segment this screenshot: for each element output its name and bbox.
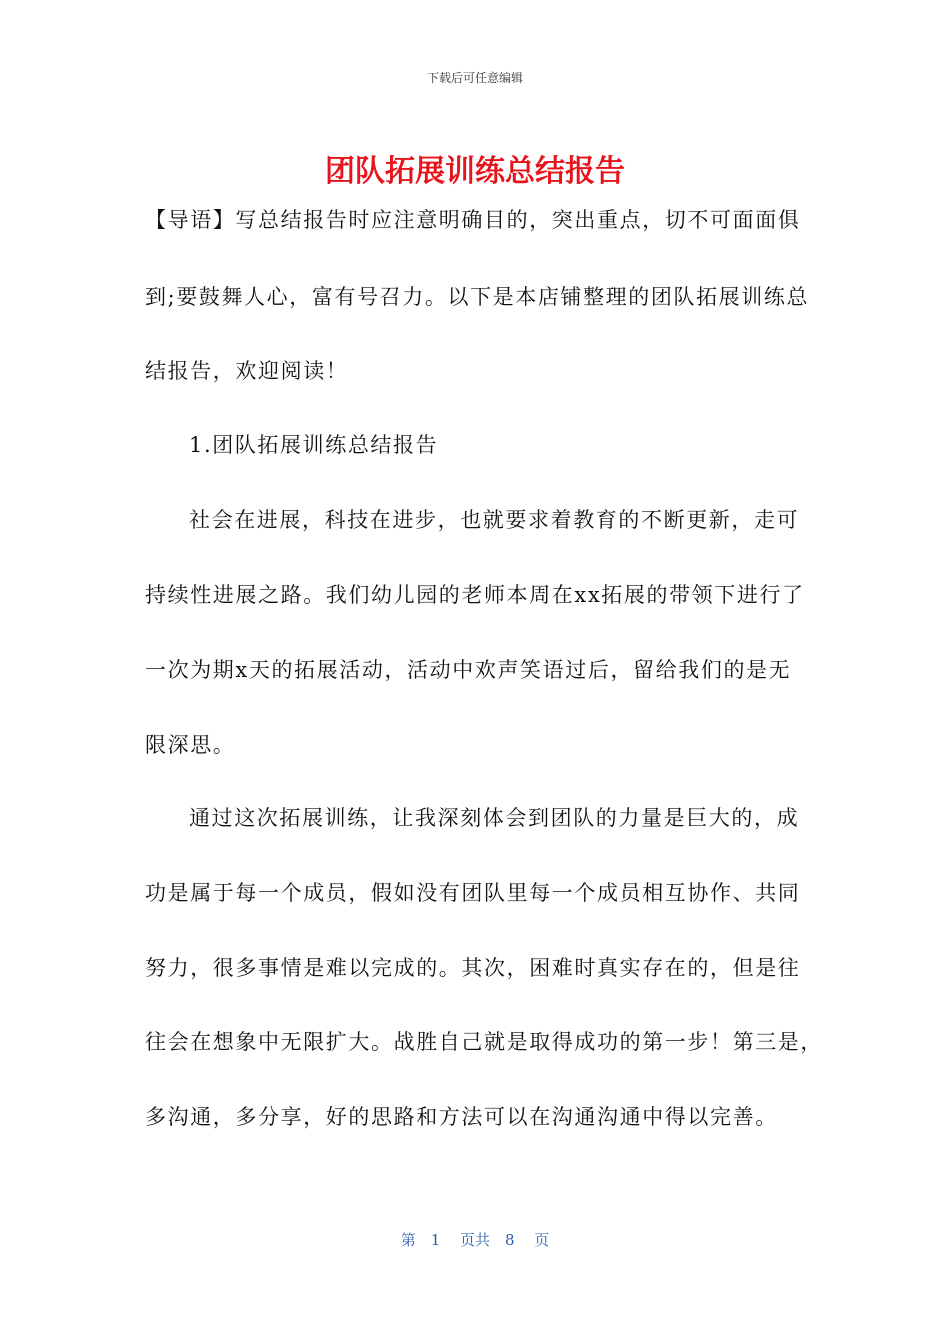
- paragraph-line: 功是属于每一个成员，假如没有团队里每一个成员相互协作、共同: [145, 881, 801, 905]
- paragraph-line: 一次为期x天的拓展活动，活动中欢声笑语过后，留给我们的是无: [145, 658, 792, 682]
- paragraph-line: 多沟通，多分享，好的思路和方法可以在沟通沟通中得以完善。: [145, 1105, 778, 1129]
- paragraph-line: 结报告，欢迎阅读！: [145, 359, 349, 383]
- paragraph-line: 限深思。: [145, 733, 236, 757]
- paragraph-line: 往会在想象中无限扩大。战胜自己就是取得成功的第一步！第三是，: [145, 1030, 823, 1054]
- paragraph-line: 【导语】写总结报告时应注意明确目的，突出重点，切不可面面俱: [145, 208, 801, 232]
- page-number-footer: 第 1 页共 8 页: [400, 1231, 550, 1249]
- paragraph-line: 到;要鼓舞人心，富有号召力。以下是本店铺整理的团队拓展训练总: [145, 285, 810, 309]
- section-heading: 1.团队拓展训练总结报告: [189, 433, 439, 457]
- paragraph-line: 通过这次拓展训练，让我深刻体会到团队的力量是巨大的，成: [189, 806, 800, 830]
- paragraph-line: 持续性进展之路。我们幼儿园的老师本周在xx拓展的带领下进行了: [145, 583, 805, 607]
- paragraph-line: 社会在进展，科技在进步，也就要求着教育的不断更新，走可: [189, 508, 800, 532]
- paragraph-line: 努力，很多事情是难以完成的。其次，困难时真实存在的，但是往: [145, 956, 801, 980]
- header-note: 下载后可任意编辑: [426, 71, 523, 85]
- page-title: 团队拓展训练总结报告: [325, 154, 625, 189]
